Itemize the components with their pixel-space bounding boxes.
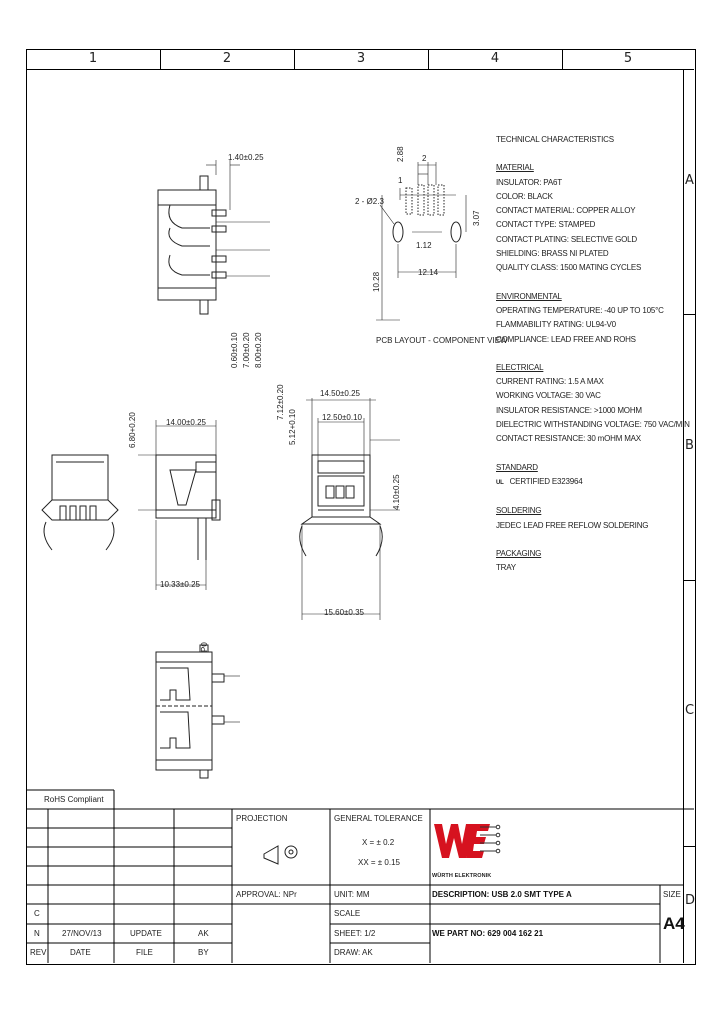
environmental-line: COMPLIANCE: LEAD FREE AND ROHS: [496, 334, 636, 344]
electrical-line: INSULATOR RESISTANCE: >1000 MOHM: [496, 405, 642, 415]
rev-n: N: [34, 929, 40, 938]
column-2-label: 2: [160, 49, 295, 69]
we-logo-icon: [432, 818, 502, 866]
size-value: A4: [663, 914, 685, 933]
ul-mark-icon: UL: [496, 479, 504, 486]
dim-front-inner: 12.50±0.10: [322, 413, 362, 422]
dim-v060: 0.60±0.10: [230, 332, 239, 368]
column-1-label: 1: [26, 49, 161, 69]
material-line: CONTACT TYPE: STAMPED: [496, 220, 596, 230]
pcb-dim-1214: 12.14: [418, 268, 439, 277]
row-c-label: C: [685, 703, 695, 718]
rohs-label: RoHS Compliant: [44, 795, 104, 804]
soldering-line: JEDEC LEAD FREE REFLOW SOLDERING: [496, 520, 649, 530]
dim-top-width: 1.40±0.25: [228, 153, 264, 162]
dim-side-bottom: 10.33±0.25: [160, 580, 200, 589]
tolerance-x: X = ± 0.2: [362, 838, 395, 847]
rev-n-by: AK: [198, 929, 209, 938]
material-line: COLOR: BLACK: [496, 191, 553, 201]
tolerance-xx: XX = ± 0.15: [358, 858, 400, 867]
pcb-dim-307: 3.07: [472, 210, 481, 226]
pcb-dim-2: 2: [422, 154, 427, 163]
rev-n-desc: UPDATE: [130, 929, 162, 938]
dim-side-height: 6.80+0.20: [128, 412, 137, 448]
bottom-view: [156, 645, 240, 778]
pcb-dim-1028: 10.28: [372, 271, 381, 292]
dim-front-width: 14.50±0.25: [320, 389, 360, 398]
unit-label: UNIT: MM: [334, 890, 370, 899]
material-line: QUALITY CLASS: 1500 MATING CYCLES: [496, 263, 642, 273]
standard-heading: STANDARD: [496, 462, 538, 472]
row-b-label: B: [685, 438, 694, 453]
column-5-label: 5: [623, 51, 633, 66]
material-line: INSULATOR: PA6T: [496, 177, 562, 187]
material-line: CONTACT MATERIAL: COPPER ALLOY: [496, 206, 636, 216]
electrical-line: WORKING VOLTAGE: 30 VAC: [496, 391, 601, 401]
projection-label: PROJECTION: [236, 814, 288, 823]
col-date: DATE: [70, 948, 91, 957]
electrical-heading: ELECTRICAL: [496, 362, 544, 372]
dim-front-bottom: 15.60±0.35: [324, 608, 364, 617]
electrical-line: CURRENT RATING: 1.5 A MAX: [496, 377, 604, 387]
dim-v410: 4.10±0.25: [392, 474, 401, 510]
tech-heading: TECHNICAL CHARACTERISTICS: [496, 135, 614, 144]
front-view: [300, 398, 400, 620]
material-heading: MATERIAL: [496, 163, 534, 173]
scale-label: SCALE: [334, 909, 361, 918]
pcb-dim-1: 1: [398, 176, 403, 185]
column-4-label: 4: [428, 49, 563, 69]
standard-text: CERTIFIED E323964: [509, 476, 583, 486]
dim-v512: 5.12+0.10: [288, 409, 297, 445]
row-d-label: D: [685, 893, 696, 908]
draw-label: DRAW: AK: [334, 948, 373, 957]
sheet-label: SHEET: 1/2: [334, 929, 376, 938]
pcb-dim-288: 2.88: [396, 146, 405, 162]
packaging-heading: PACKAGING: [496, 548, 542, 558]
tolerance-label: GENERAL TOLERANCE: [334, 814, 423, 823]
dim-v712: 7.12±0.20: [276, 384, 285, 420]
dim-side-width: 14.00±0.25: [166, 418, 206, 427]
rev-n-date: 27/NOV/13: [62, 929, 102, 938]
environmental-line: OPERATING TEMPERATURE: -40 UP TO 105°C: [496, 305, 664, 315]
pcb-dim-112: 1.12: [416, 241, 432, 250]
col-by: BY: [198, 948, 209, 957]
projection-symbol: [264, 846, 297, 864]
dim-v700: 7.00±0.20: [242, 332, 251, 368]
environmental-line: FLAMMABILITY RATING: UL94-V0: [496, 320, 616, 330]
tech-characteristics: [496, 133, 690, 575]
description-label: DESCRIPTION: USB 2.0 SMT TYPE A: [432, 890, 572, 899]
material-line: CONTACT PLATING: SELECTIVE GOLD: [496, 234, 637, 244]
column-3-label: 3: [294, 49, 429, 69]
pcb-layout-label: PCB LAYOUT - COMPONENT VIEW: [376, 336, 508, 345]
packaging-line: TRAY: [496, 563, 516, 573]
part-number-label: WE PART NO: 629 004 162 21: [432, 929, 544, 938]
rev-c: C: [34, 909, 40, 918]
logo-text: WÜRTH ELEKTRONIK: [432, 873, 492, 879]
approval-label: APPROVAL: NPr: [236, 890, 297, 899]
electrical-line: DIELECTRIC WITHSTANDING VOLTAGE: 750 VAC/MIN: [496, 420, 690, 430]
size-label: SIZE: [663, 890, 681, 899]
soldering-heading: SOLDERING: [496, 506, 542, 516]
row-a-label: A: [685, 173, 694, 188]
col-rev: REV: [30, 948, 47, 957]
wurth-logo: [432, 818, 502, 878]
pcb-dim-holes: 2 - Ø2.3: [355, 197, 384, 206]
environmental-heading: ENVIRONMENTAL: [496, 291, 562, 301]
top-side-view: [158, 160, 270, 314]
dim-bottom-tag: P0: [200, 642, 209, 652]
electrical-line: CONTACT RESISTANCE: 30 mOHM MAX: [496, 434, 641, 444]
dim-v800: 8.00±0.20: [254, 332, 263, 368]
standard-line: [496, 475, 690, 490]
col-file: FILE: [136, 948, 153, 957]
material-line: SHIELDING: BRASS NI PLATED: [496, 249, 609, 259]
